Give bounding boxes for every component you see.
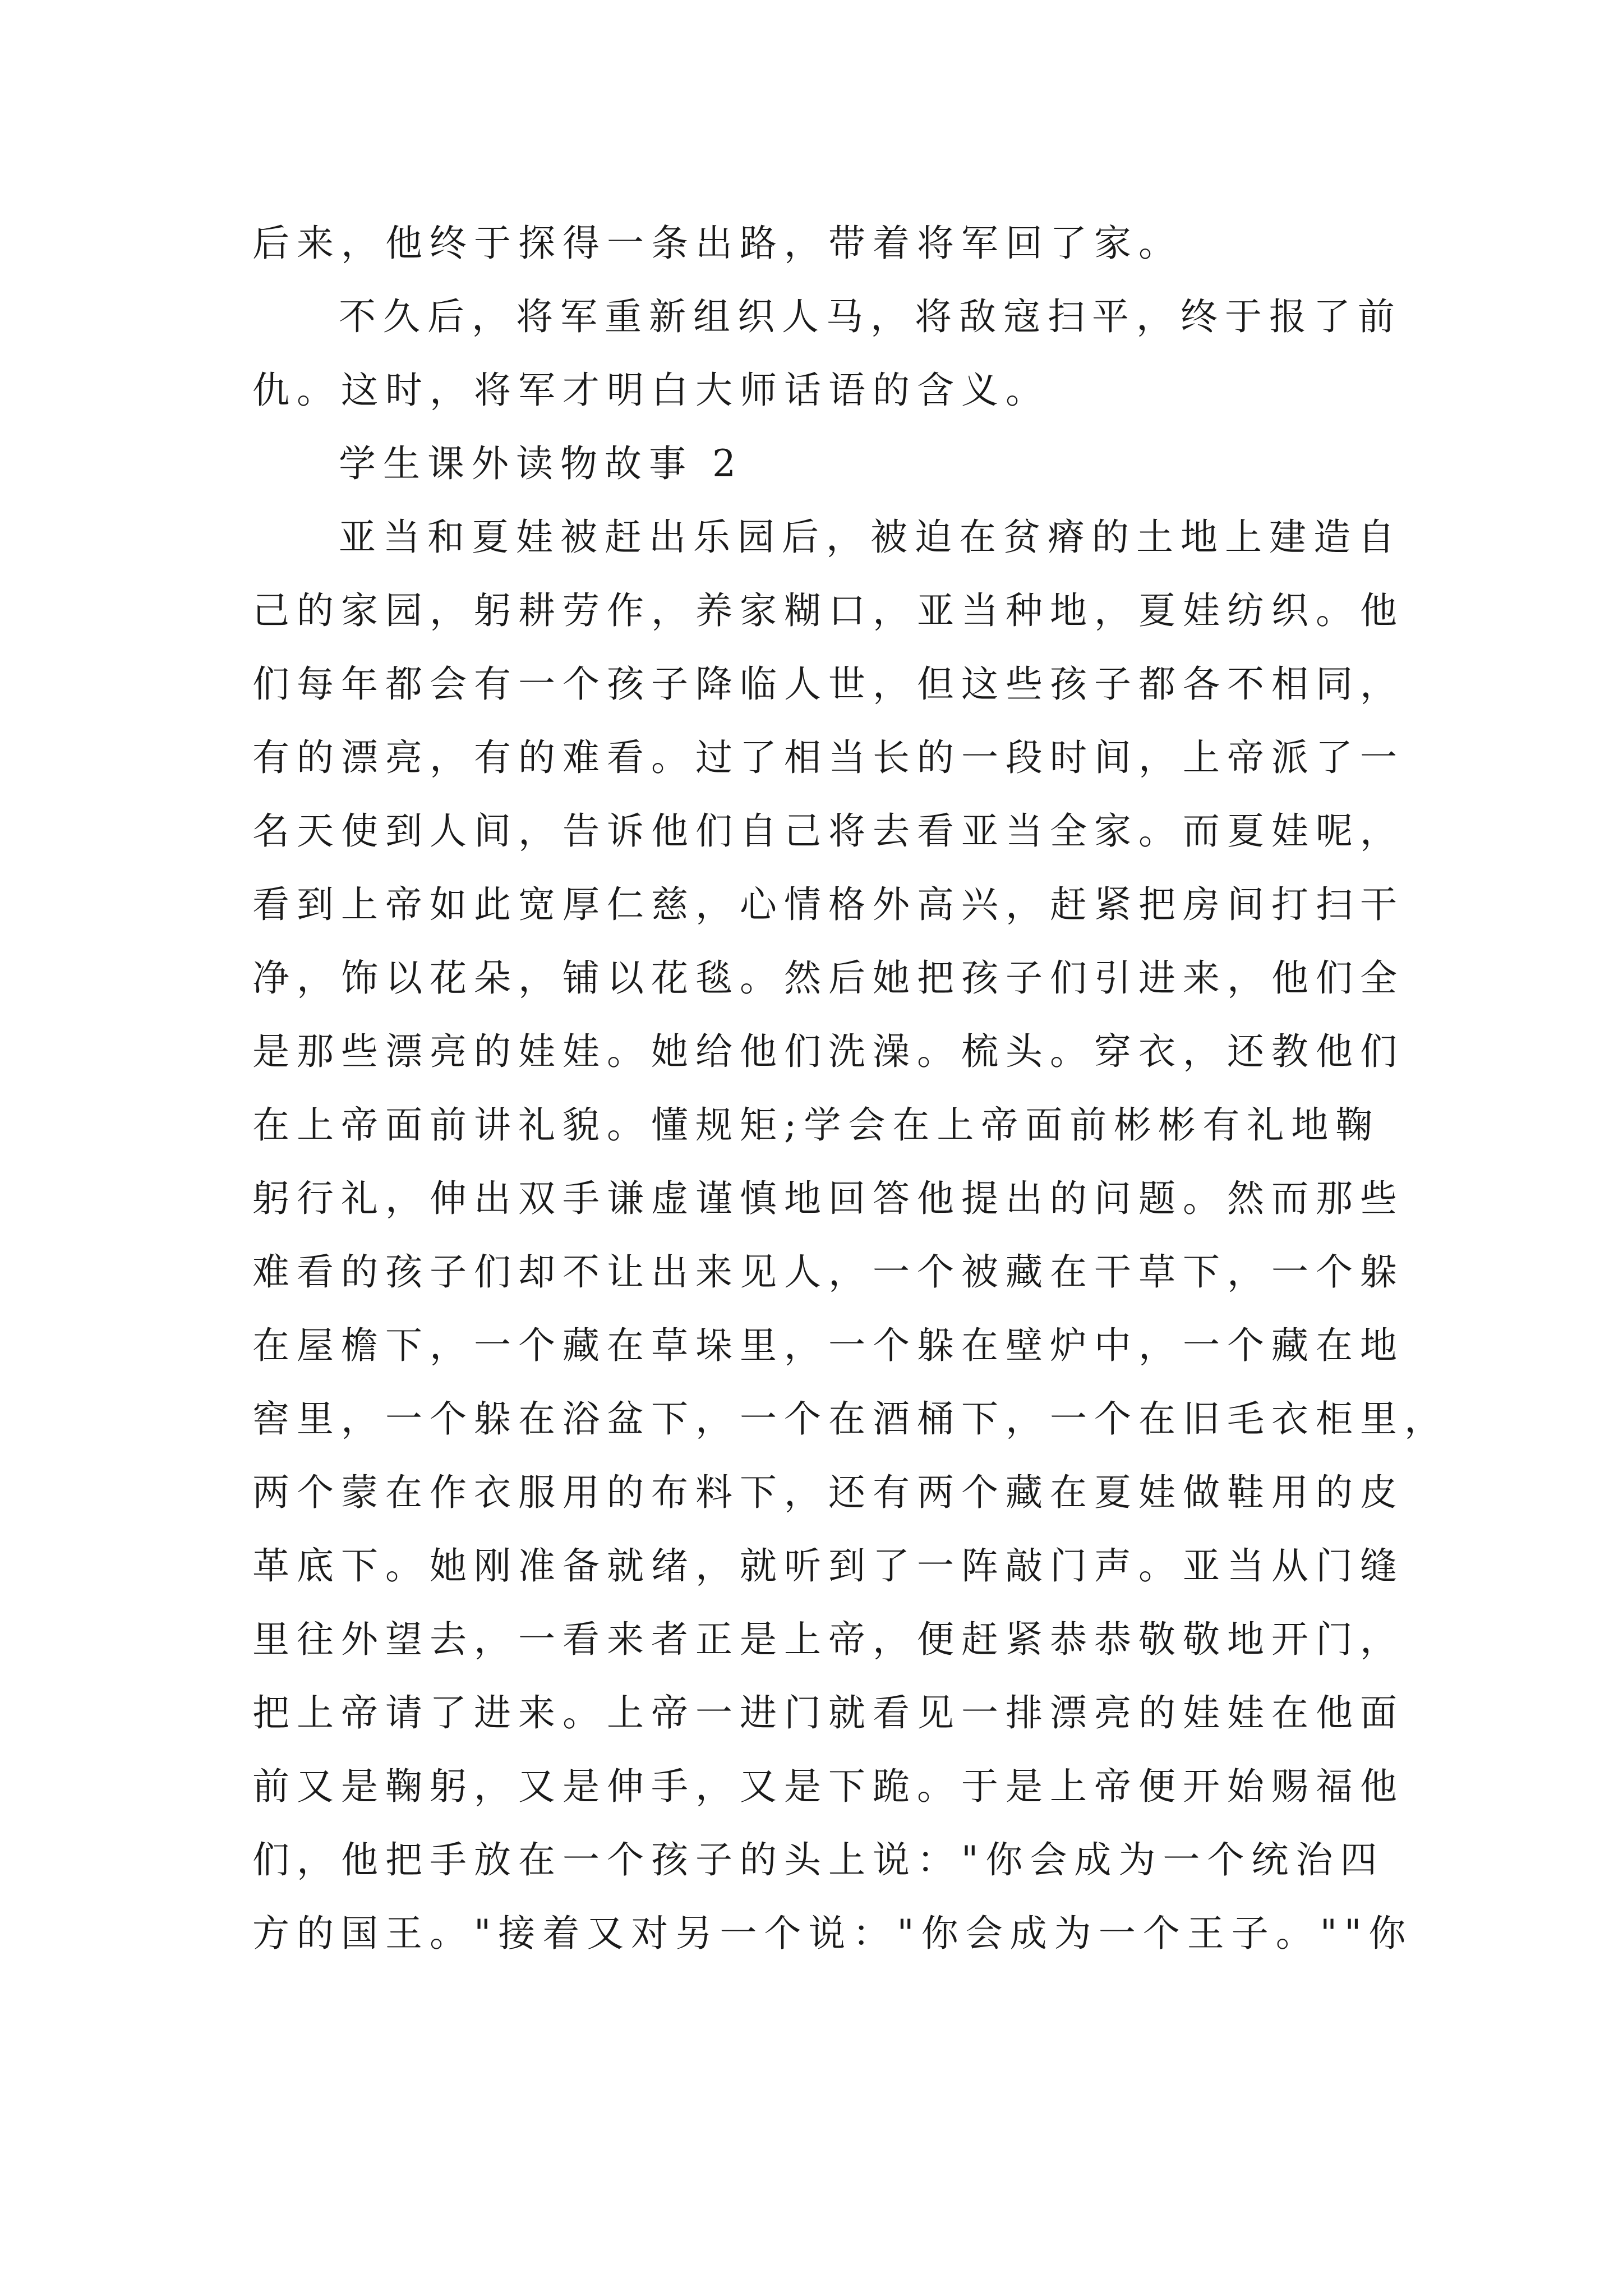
- text-line: 们每年都会有一个孩子降临人世，但这些孩子都各不相同，: [252, 662, 1404, 706]
- section-heading: 学生课外读物故事 2: [339, 442, 743, 485]
- text-line: 亚当和夏娃被赶出乐园后，被迫在贫瘠的土地上建造自: [339, 516, 1402, 559]
- text-line: 把上帝请了进来。上帝一进门就看见一排漂亮的娃娃在他面: [252, 1691, 1404, 1734]
- text-line: 是那些漂亮的娃娃。她给他们洗澡。梳头。穿衣，还教他们: [252, 1030, 1404, 1073]
- document-body: [252, 206, 1449, 1970]
- text-line: 有的漂亮，有的难看。过了相当长的一段时间，上帝派了一: [252, 736, 1404, 779]
- text-line: 后来，他终于探得一条出路，带着将军回了家。: [252, 222, 1183, 265]
- text-line: 净，饰以花朵，铺以花毯。然后她把孩子们引进来，他们全: [252, 956, 1404, 1000]
- text-line: 在上帝面前讲礼貌。懂规矩;学会在上帝面前彬彬有礼地鞠: [252, 1103, 1380, 1147]
- text-line: 前又是鞠躬，又是伸手，又是下跪。于是上帝便开始赐福他: [252, 1765, 1404, 1808]
- text-line: 们，他把手放在一个孩子的头上说："你会成为一个统治四: [252, 1838, 1385, 1881]
- text-line: 己的家园，躬耕劳作，养家糊口，亚当种地，夏娃纺织。他: [252, 589, 1404, 632]
- text-line: 里往外望去，一看来者正是上帝，便赶紧恭恭敬敬地开门，: [252, 1618, 1404, 1661]
- text-line: 两个蒙在作衣服用的布料下，还有两个藏在夏娃做鞋用的皮: [252, 1471, 1404, 1514]
- text-line: 看到上帝如此宽厚仁慈，心情格外高兴，赶紧把房间打扫干: [252, 883, 1404, 926]
- text-line: 名天使到人间，告诉他们自己将去看亚当全家。而夏娃呢，: [252, 809, 1404, 853]
- text-line: 不久后，将军重新组织人马，将敌寇扫平，终于报了前: [339, 295, 1402, 338]
- text-line: 窖里，一个躲在浴盆下，一个在酒桶下，一个在旧毛衣柜里，: [252, 1397, 1449, 1441]
- text-line: 仇。这时，将军才明白大师话语的含义。: [252, 369, 1050, 412]
- text-line: 方的国王。"接着又对另一个说："你会成为一个王子。""你: [252, 1912, 1413, 1955]
- text-line: 躬行礼，伸出双手谦虚谨慎地回答他提出的问题。然而那些: [252, 1177, 1404, 1220]
- text-line: 革底下。她刚准备就绪，就听到了一阵敲门声。亚当从门缝: [252, 1544, 1404, 1588]
- text-line: 难看的孩子们却不让出来见人，一个被藏在干草下，一个躲: [252, 1250, 1404, 1294]
- text-line: 在屋檐下，一个藏在草垛里，一个躲在壁炉中，一个藏在地: [252, 1324, 1404, 1367]
